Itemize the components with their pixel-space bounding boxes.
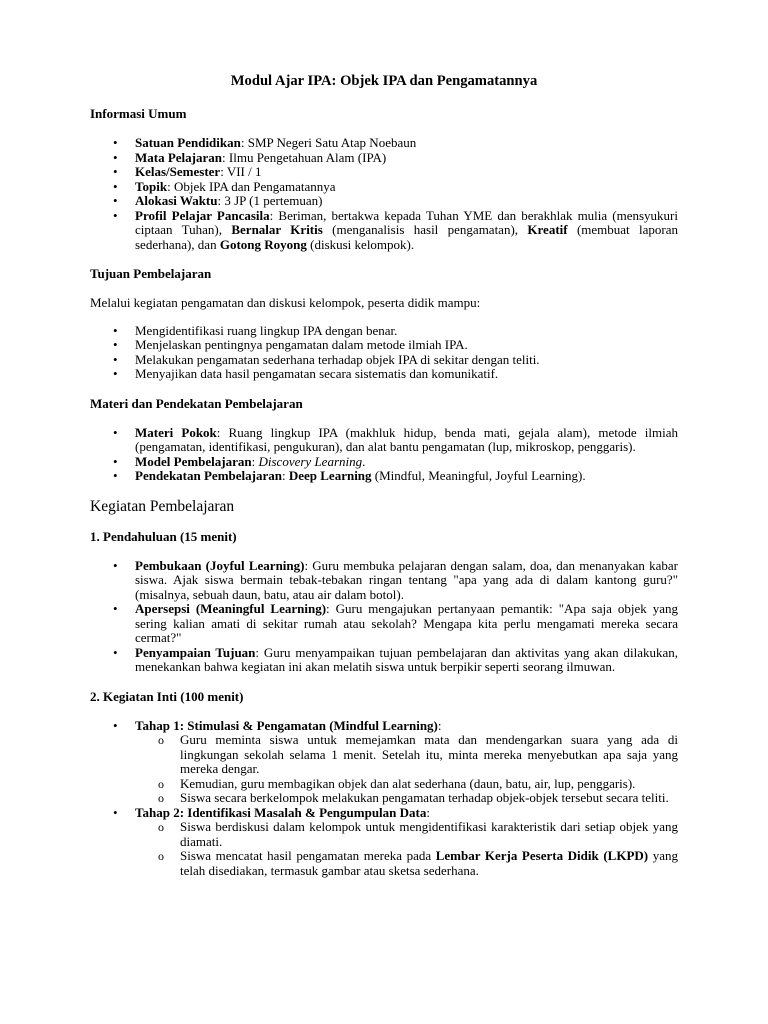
- tahap-1-sublist: [135, 733, 678, 806]
- section-heading-kegiatan: Kegiatan Pembelajaran: [90, 497, 235, 515]
- pendahuluan-list: [90, 559, 678, 675]
- list-item: • Apersepsi (Meaningful Learning): Guru mengajukan pertanyaan pemantik: "Apa saja objek yang sering kalian amati di sekitar rumah atau sekolah? Mengapa kita perlu mengamati mereka secara cermat?": [135, 602, 678, 646]
- list-item: • Alokasi Waktu: 3 JP (1 pertemuan): [135, 194, 678, 209]
- tahap-2-sublist: [135, 820, 678, 878]
- list-item: • Topik: Objek IPA dan Pengamatannya: [135, 180, 678, 195]
- list-item: • Menjelaskan pentingnya pengamatan dalam metode ilmiah IPA.: [135, 338, 678, 353]
- list-item-tahap-1: • Tahap 1: Stimulasi & Pengamatan (Mindful Learning): o Guru meminta siswa untuk memejamkan mata dan mendengarkan suara yang ada di lingkungan sekolah selama 1 menit. Setelah itu, minta mereka menyebutkan apa saja yang mereka dengar. o Kemudian, guru membagikan objek dan alat sederhana (daun, batu, air, lup, penggaris). o Siswa secara berkelompok melakukan pengamatan terhadap objek-objek tersebut secara teliti.: [135, 719, 678, 806]
- list-item-tahap-2: • Tahap 2: Identifikasi Masalah & Pengumpulan Data: o Siswa berdiskusi dalam kelompok untuk mengidentifikasi karakteristik dari setiap objek yang diamati. o Siswa mencatat hasil pengamatan mereka pada Lembar Kerja Peserta Didik (LKPD) yang telah disediakan, termasuk gambar atau sketsa sederhana.: [135, 806, 678, 879]
- sublist-item: o Guru meminta siswa untuk memejamkan mata dan mendengarkan suara yang ada di lingkungan sekolah selama 1 menit. Setelah itu, minta mereka menyebutkan apa saja yang mereka dengar.: [180, 733, 678, 777]
- list-item-materi-pokok: • Materi Pokok: Ruang lingkup IPA (makhluk hidup, benda mati, gejala alam), metode ilmiah (pengamatan, identifikasi, pengukuran), dan alat bantu pengamatan (lup, mikroskop, penggaris).: [135, 426, 678, 455]
- list-item: • Kelas/Semester: VII / 1: [135, 165, 678, 180]
- sublist-item: o Siswa berdiskusi dalam kelompok untuk mengidentifikasi karakteristik dari setiap objek yang diamati.: [180, 820, 678, 849]
- list-item: • Menyajikan data hasil pengamatan secara sistematis dan komunikatif.: [135, 367, 678, 382]
- sublist-item: o Siswa secara berkelompok melakukan pengamatan terhadap objek-objek tersebut secara teliti.: [180, 791, 678, 806]
- inti-list: [90, 719, 678, 879]
- sublist-item: o Siswa mencatat hasil pengamatan mereka pada Lembar Kerja Peserta Didik (LKPD) yang telah disediakan, termasuk gambar atau sketsa sederhana.: [180, 849, 678, 878]
- list-item: • Satuan Pendidikan: SMP Negeri Satu Atap Noebaun: [135, 136, 678, 151]
- list-item: • Penyampaian Tujuan: Guru menyampaikan tujuan pembelajaran dan aktivitas yang akan dilakukan, menekankan bahwa kegiatan ini akan melatih siswa untuk berpikir seperti seorang ilmuwan.: [135, 646, 678, 675]
- section-heading-tujuan: Tujuan Pembelajaran: [90, 266, 212, 281]
- document-title: Modul Ajar IPA: Objek IPA dan Pengamatannya: [230, 73, 538, 89]
- list-item-model: • Model Pembelajaran: Discovery Learning.: [135, 455, 678, 470]
- tujuan-list: [90, 324, 678, 382]
- informasi-umum-list: [90, 136, 678, 252]
- section-heading-materi: Materi dan Pendekatan Pembelajaran: [90, 395, 303, 411]
- list-item: • Mata Pelajaran: Ilmu Pengetahuan Alam (IPA): [135, 151, 678, 166]
- sublist-item: o Kemudian, guru membagikan objek dan alat sederhana (daun, batu, air, lup, penggaris).: [180, 777, 678, 792]
- list-item-profil-pelajar: • Profil Pelajar Pancasila: Beriman, bertakwa kepada Tuhan YME dan berakhlak mulia (mensyukuri ciptaan Tuhan), Bernalar Kritis (menganalisis hasil pengamatan), Kreatif (membuat laporan sederhana), dan Gotong Royong (diskusi kelompok).: [135, 209, 678, 253]
- list-item: • Pembukaan (Joyful Learning): Guru membuka pelajaran dengan salam, doa, dan menanyakan kabar siswa. Ajak siswa bermain tebak-tebakan ringan tentang "apa yang ada di dalam kantong guru?" (misalnya, sebuah daun, batu, atau air dalam botol).: [135, 559, 678, 603]
- list-item-pendekatan: • Pendekatan Pembelajaran: Deep Learning (Mindful, Meaningful, Joyful Learning).: [135, 469, 678, 484]
- subsection-heading-pendahuluan: 1. Pendahuluan (15 menit): [90, 528, 237, 544]
- materi-list: [90, 426, 678, 484]
- tujuan-intro: Melalui kegiatan pengamatan dan diskusi kelompok, peserta didik mampu:: [90, 295, 481, 310]
- list-item: • Mengidentifikasi ruang lingkup IPA dengan benar.: [135, 324, 678, 339]
- section-heading-informasi-umum: Informasi Umum: [90, 106, 187, 121]
- list-item: • Melakukan pengamatan sederhana terhadap objek IPA di sekitar dengan teliti.: [135, 353, 678, 368]
- subsection-heading-inti: 2. Kegiatan Inti (100 menit): [90, 688, 244, 704]
